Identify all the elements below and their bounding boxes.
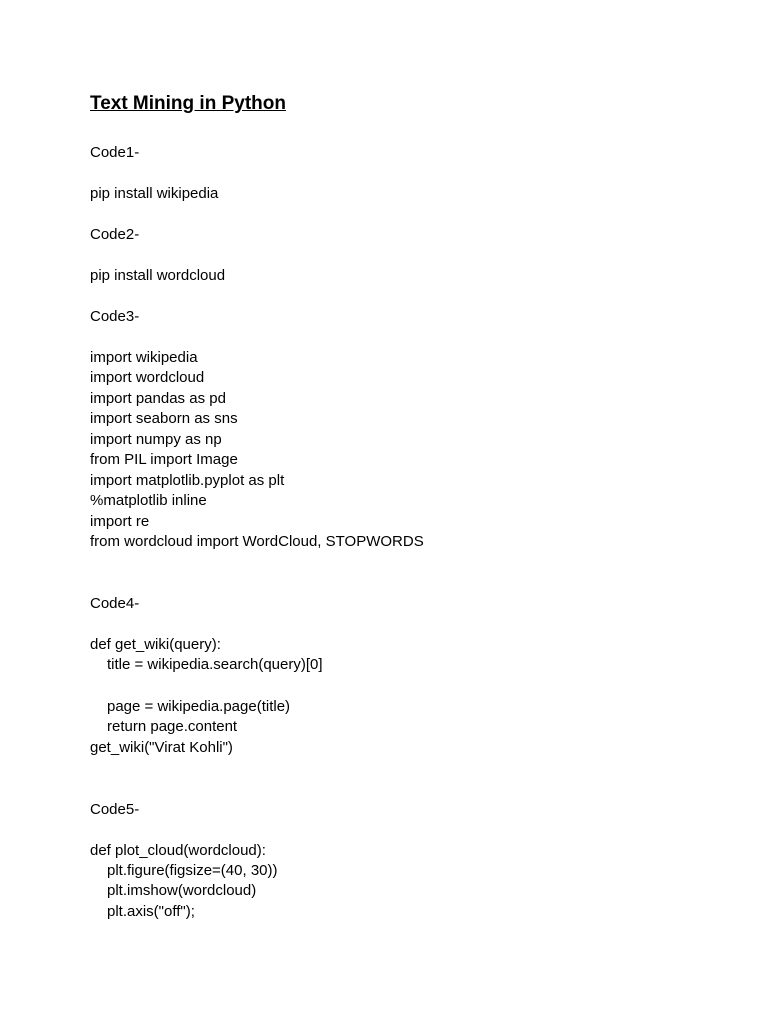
section-heading-code2: Code2- [90, 226, 140, 243]
section-heading-code5: Code5- [90, 801, 140, 818]
code-line: import wordcloud [90, 369, 205, 386]
code-line: import matplotlib.pyplot as plt [90, 472, 285, 489]
code-line: return page.content [107, 718, 238, 735]
code-line: page = wikipedia.page(title) [107, 698, 291, 715]
code-line: def plot_cloud(wordcloud): [90, 842, 266, 859]
code-line: import wikipedia [90, 349, 198, 366]
code-line: import re [90, 513, 150, 530]
code-line: from PIL import Image [90, 451, 238, 468]
document-title: Text Mining in Python [90, 93, 286, 114]
code-line: plt.figure(figsize=(40, 30)) [107, 862, 278, 879]
code-line: from wordcloud import WordCloud, STOPWORDS [90, 533, 424, 550]
code-line: plt.axis("off"); [107, 903, 195, 920]
code-line: import numpy as np [90, 431, 222, 448]
code-line: get_wiki("Virat Kohli") [90, 739, 233, 756]
code-line: import seaborn as sns [90, 410, 238, 427]
code-line: import pandas as pd [90, 390, 226, 407]
code-line: def get_wiki(query): [90, 636, 221, 653]
code-line: pip install wikipedia [90, 185, 219, 202]
section-heading-code3: Code3- [90, 308, 140, 325]
code-line: %matplotlib inline [90, 492, 207, 509]
code-line: plt.imshow(wordcloud) [107, 882, 257, 899]
code-line: title = wikipedia.search(query)[0] [107, 656, 323, 673]
code-line: pip install wordcloud [90, 267, 226, 284]
section-heading-code4: Code4- [90, 595, 140, 612]
section-heading-code1: Code1- [90, 144, 140, 161]
